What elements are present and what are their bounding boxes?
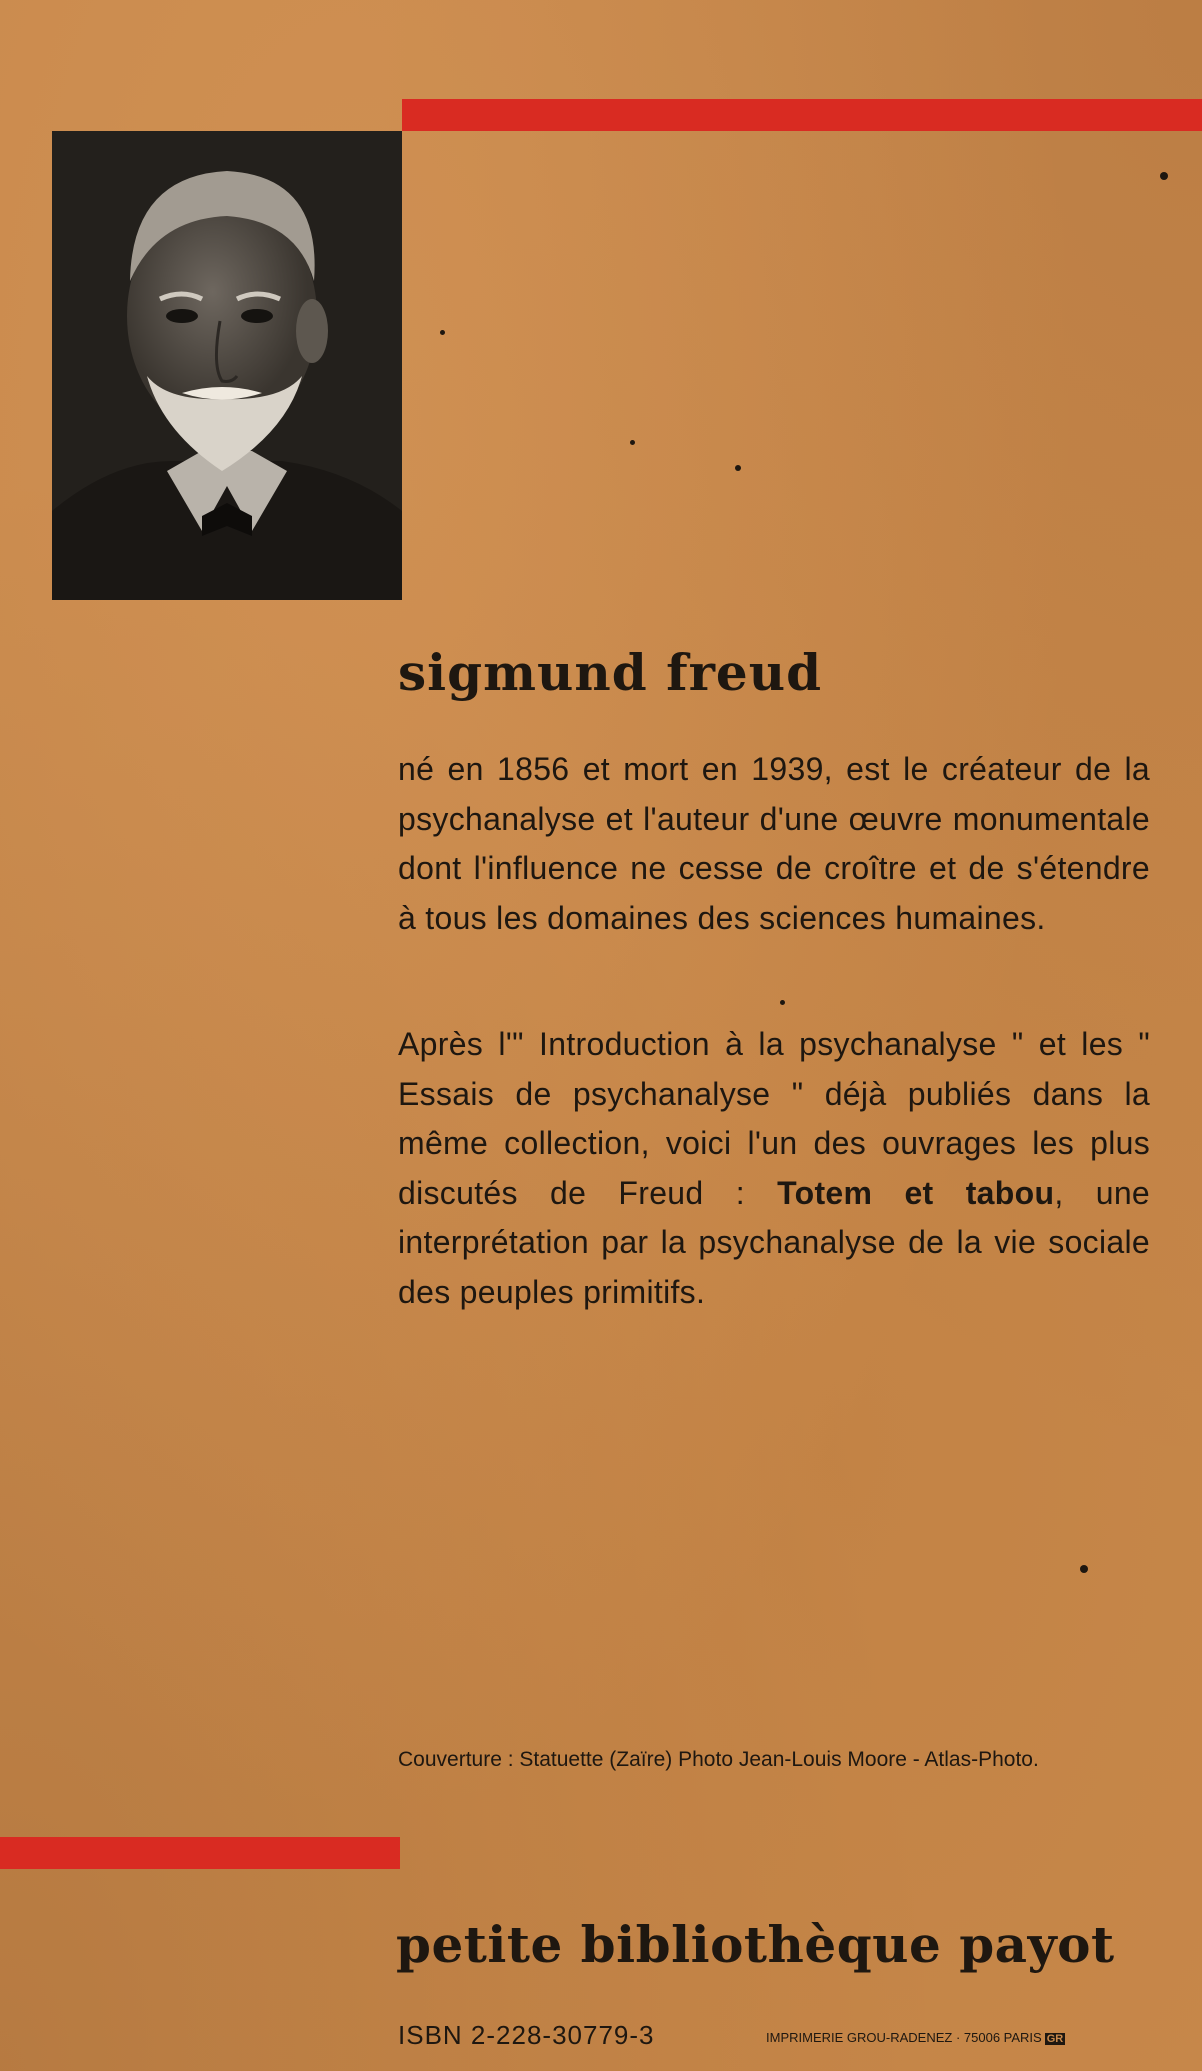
top-red-bar	[402, 99, 1202, 131]
isbn-number: ISBN 2-228-30779-3	[398, 2020, 655, 2050]
paper-speck	[440, 330, 445, 335]
description-intro: Après l'" Introduction à la psychanalyse " et les " Essais de psychanalyse " déjà publiés dans la même collection, voici l'un des ouvrages les plus discutés de Freud :	[398, 1026, 1150, 1211]
book-description	[398, 1020, 1150, 1317]
author-portrait	[52, 131, 402, 600]
cover-credit: Couverture : Statuette (Zaïre) Photo Jean-Louis Moore - Atlas-Photo.	[398, 1748, 1039, 1771]
description-outro: , une interprétation par la psychanalyse de la vie sociale des peuples primitifs.	[398, 1174, 1151, 1310]
paper-speck	[780, 1000, 785, 1005]
book-title: Totem et tabou	[777, 1174, 1055, 1211]
bottom-red-bar	[0, 1837, 400, 1869]
printer-credit	[766, 2030, 1065, 2045]
paper-speck	[630, 440, 635, 445]
paper-speck	[735, 465, 741, 471]
series-name: petite bibliothèque payot	[396, 1915, 1115, 1974]
printer-name: IMPRIMERIE GROU-RADENEZ · 75006 PARIS	[766, 2030, 1042, 2045]
printer-logo: GR	[1046, 2033, 1064, 2045]
paper-speck	[1160, 172, 1168, 180]
author-biography: né en 1856 et mort en 1939, est le créateur de la psychanalyse et l'auteur d'une œuvre monumentale dont l'influence ne cesse de croître et de s'étendre à tous les domaines des sciences humaines.	[398, 751, 1150, 936]
paper-speck	[1080, 1565, 1088, 1573]
author-name: sigmund freud	[398, 643, 823, 702]
